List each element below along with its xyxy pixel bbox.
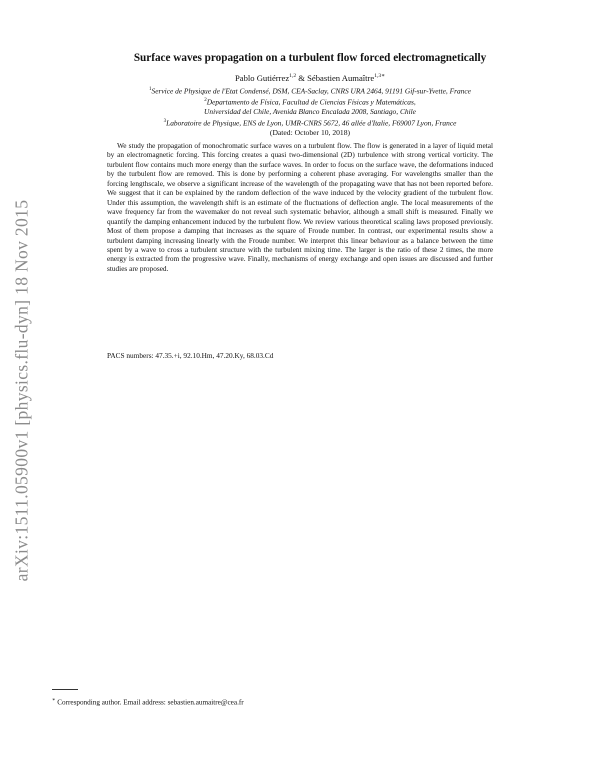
affiliation-2-line-1: Departamento de Física, Facultad de Ciencias Físicas y Matemáticas, (206, 97, 416, 107)
affiliation-2 (60, 96, 560, 116)
affiliation-2-mark: 2 (204, 98, 207, 103)
footnote-mark: ∗ (52, 698, 56, 703)
date-line: (Dated: October 10, 2018) (269, 128, 351, 137)
footnote-divider (52, 689, 78, 690)
affiliation-3-mark: 3 (163, 119, 167, 124)
author-1-affiliation-marks: 1,2 (289, 73, 297, 80)
author-2-affiliation-marks: 1,3∗ (374, 73, 386, 80)
footnote-text: Corresponding author. Email address: sebastien.aumaitre@cea.fr (55, 698, 244, 707)
affiliation-1-mark: 1 (149, 87, 152, 92)
author-1-name: Pablo Gutiérrez (234, 73, 290, 83)
affiliation-1 (60, 85, 560, 96)
affiliation-3-line-1: Laboratoire de Physique, ENS de Lyon, UMR-CNRS 5672, 46 allée d'Italie, F69007 Lyon, France (166, 118, 457, 128)
affiliation-3 (60, 117, 560, 128)
author-2-name: Sébastien Aumaître (307, 73, 375, 83)
affiliation-1-line-1: Service de Physique de l'Etat Condensé, DSM, CEA-Saclay, CNRS URA 2464, 91191 Gif-sur-Yvette, France (151, 86, 471, 96)
pacs-numbers: PACS numbers: 47.35.+i, 92.10.Hm, 47.20.Ky, 68.03.Cd (107, 351, 274, 360)
author-separator: & (296, 73, 308, 83)
affiliation-2-line-2: Universidad del Chile, Avenida Blanco Encalada 2008, Santiago, Chile (204, 106, 416, 116)
arxiv-identifier: arXiv:1511.05900v1 [physics.flu-dyn] 18 Nov 2015 (11, 199, 32, 581)
arxiv-identifier-stamp (2, 180, 42, 600)
abstract: We study the propagation of monochromatic surface waves on a turbulent flow. The flow is generated in a layer of liquid metal by an electromagnetic forcing. This forcing creates a quasi two-dimensional (2D) turbulence with strong vertical vorticity. The turbulent flow contains much more energy than the surface waves. In order to focus on the surface wave, the deformations induced by the turbulent flow are removed. This is done by performing a coherent phase averaging. For wavelengths smaller than the forcing lengthscale, we observe a significant increase of the wavelength of the propagating wave that has not been reported before. We suggest that it can be explained by the random deflection of the wave induced by the velocity gradient of the turbulent flow. Under this assumption, the wavelength shift is an estimate of the fluctuations of deflection angle. The local measurements of the wave frequency far from the wavemaker do not reveal such systematic behavior, although a small shift is measured. Finally we quantify the damping enhancement induced by the turbulent flow. We review various theoretical scaling laws proposed previously. Most of them propose a damping that increases as the square of Froude number. In contrast, our experimental results show a turbulent damping increasing linearly with the Froude number. We interpret this linear behaviour as a balance between the time spent by a wave to cross a turbulent structure with the turbulent mixing time. The larger is the ratio of these 2 times, the more energy is extracted from the progressive wave. Finally, mechanisms of energy exchange and open issues are discussed and further studies are proposed. (107, 141, 493, 273)
footnote (52, 697, 244, 706)
paper-title: Surface waves propagation on a turbulent flow forced electromagnetically (133, 52, 487, 64)
author-line (60, 73, 560, 83)
